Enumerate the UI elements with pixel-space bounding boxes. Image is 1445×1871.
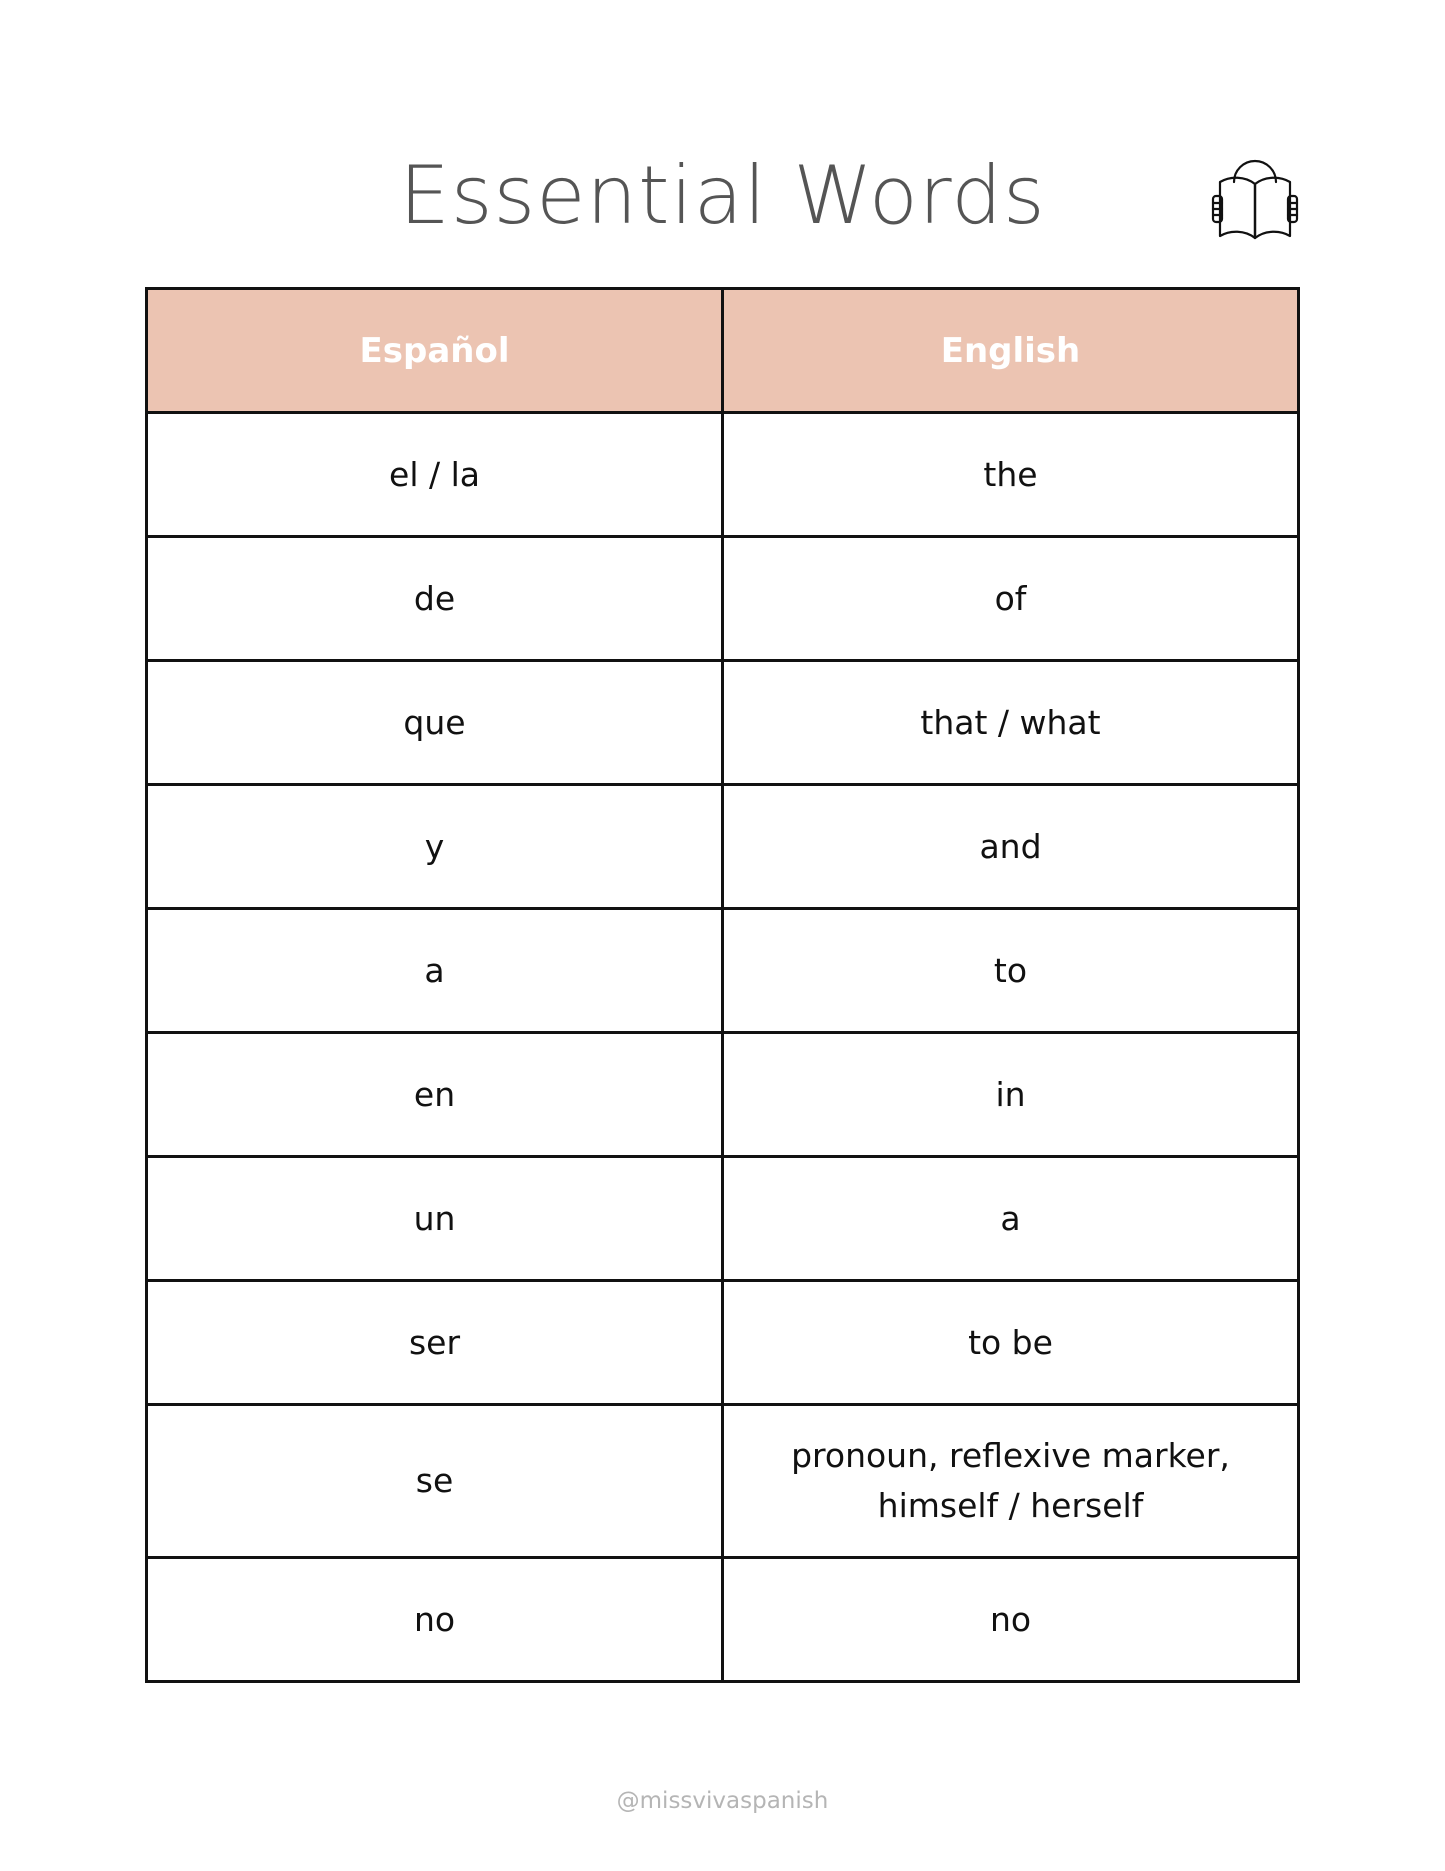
spanish-word: que [147,661,723,785]
english-word: the [723,413,1299,537]
table-row [147,785,1299,909]
table-row [147,413,1299,537]
english-word: no [723,1558,1299,1682]
spanish-word: en [147,1033,723,1157]
english-word: to [723,909,1299,1033]
spanish-word: ser [147,1281,723,1405]
english-word: pronoun, reflexive marker, himself / herself [723,1405,1299,1558]
english-word: a [723,1157,1299,1281]
table-row [147,537,1299,661]
table-row [147,661,1299,785]
table-row [147,1405,1299,1558]
spanish-word: un [147,1157,723,1281]
table-row [147,1558,1299,1682]
open-book-reader-icon [1200,148,1310,248]
header-english: English [723,289,1299,413]
table-row [147,909,1299,1033]
spanish-word: a [147,909,723,1033]
spanish-word: se [147,1405,723,1558]
english-word: that / what [723,661,1299,785]
page-title: Essential Words [399,149,1046,242]
english-word: of [723,537,1299,661]
spanish-word: de [147,537,723,661]
table-row [147,1281,1299,1405]
spanish-word: y [147,785,723,909]
footer-credit: @missvivaspanish [616,1788,829,1814]
table-row [147,1033,1299,1157]
english-word: and [723,785,1299,909]
vocabulary-table [145,287,1300,1683]
english-word: in [723,1033,1299,1157]
header-espanol: Español [147,289,723,413]
english-word: to be [723,1281,1299,1405]
spanish-word: el / la [147,413,723,537]
table-row [147,1157,1299,1281]
table-header-row [147,289,1299,413]
spanish-word: no [147,1558,723,1682]
